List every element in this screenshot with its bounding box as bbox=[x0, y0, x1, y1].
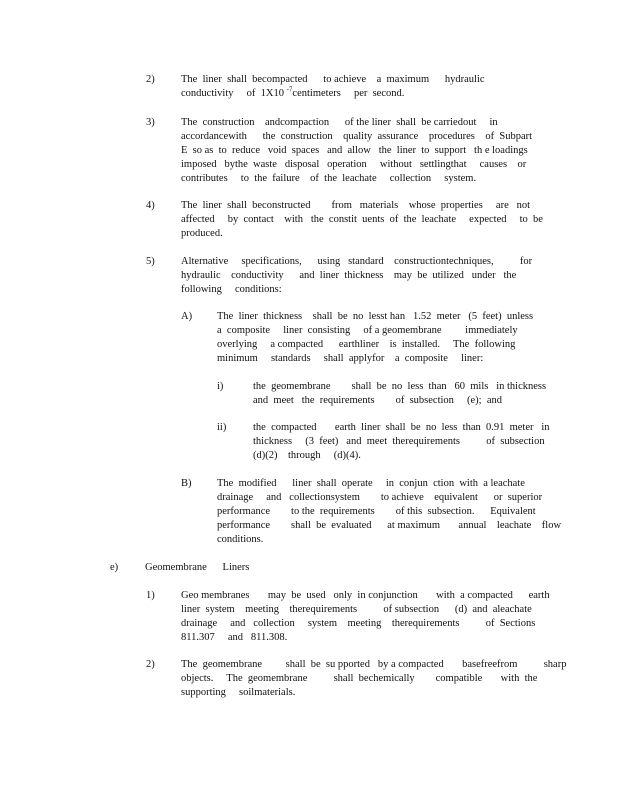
list-item-text: The liner shall beconstructed from materials whose properties are not affected by contact with the constit uents of the leachate expected to be produced. bbox=[181, 200, 543, 239]
list-item-text: The liner shall becompacted to achieve a maximum hydraulic conductivity of 1X10 $^{-7}$centimeters per second. bbox=[181, 74, 485, 99]
list-item-number: 2) bbox=[146, 659, 155, 670]
list-item-text: The construction andcompaction of the liner shall be carriedout in accordancewith the construction quality assurance procedures of Subpart E so as to reduce void spaces and allow the liner to support th e loadings imposed bythe waste disposal operation without settlingthat causes or contributes to the failure of the leachate collection system. bbox=[181, 117, 533, 184]
list-item-number: A) bbox=[181, 311, 193, 322]
exponent: -7 bbox=[286, 85, 293, 94]
list-item-number: 3) bbox=[146, 117, 155, 128]
list-item-number: B) bbox=[181, 478, 192, 489]
list-item-number: 1) bbox=[146, 590, 155, 601]
list-item-text: the geomembrane shall be no less than 60 mils in thickness and meet the requirements of subsection (e); and bbox=[253, 381, 547, 406]
list-item-number: 2) bbox=[146, 74, 155, 85]
list-item-number: i) bbox=[217, 381, 224, 392]
list-item-text: The liner thickness shall be no lesst han 1.52 meter (5 feet) unless a composite liner consisting of a geomembrane immediately overlying a compacted earthliner is installed. The following minimum standards shall applyfor a composite liner: bbox=[217, 311, 534, 364]
list-item-number: 5) bbox=[146, 256, 155, 267]
list-item-text: The geomembrane shall be su pported by a compacted basefreefrom sharp objects. The geomembrane shall bechemically compatible with the supporting soilmaterials. bbox=[181, 659, 567, 698]
list-item-number: ii) bbox=[217, 422, 227, 433]
list-item-text: the compacted earth liner shall be no less than 0.91 meter in thickness (3 feet) and meet therequirements of subsection (d)(2) through (d)(4). bbox=[253, 422, 550, 461]
list-item-text: Geo membranes may be used only in conjunction with a compacted earth liner system meeting therequirements of subsection (d) and aleachate drainage and collection system meeting therequirements of Sections 811.307 and 811.308. bbox=[181, 590, 550, 643]
list-item-number: 4) bbox=[146, 200, 155, 211]
section-title: Geomembrane Liners bbox=[145, 562, 250, 573]
section-label: e) bbox=[110, 562, 119, 573]
list-item-text: The modified liner shall operate in conjun ction with a leachate drainage and collectionsystem to achieve equivalent or superior performance to the requirements of this subsection. Equivalent performance shall be evaluated at maximum annual leachate flow conditions. bbox=[217, 478, 562, 545]
list-item-text: Alternative specifications, using standard constructiontechniques, for hydraulic conductivity and liner thickness may be utilized under the following conditions: bbox=[181, 256, 533, 295]
